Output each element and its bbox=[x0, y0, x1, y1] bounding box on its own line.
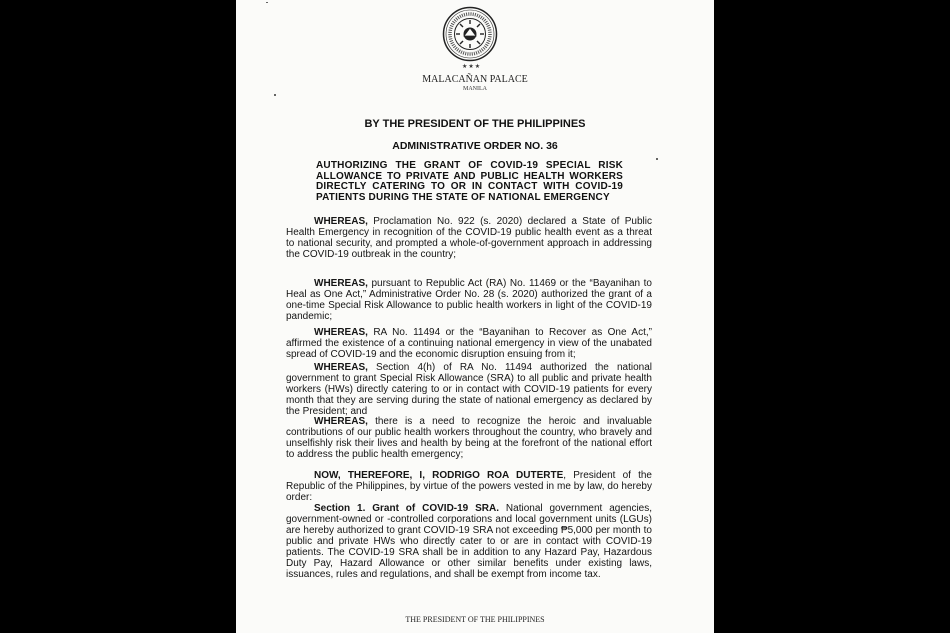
paragraph-text: Proclamation No. 922 (s. 2020) declared a State of Public Health Emergency in recognition of the COVID-19 public health event as a threat to national security, and prompted a whole-of-government approach in addressing the COVID-19 outbreak in the country; bbox=[286, 216, 652, 260]
paragraph-text: Section 4(h) of RA No. 11494 authorized the national government to grant Special Risk Allowance (SRA) to all public and private health workers (HWs) directly catering to or in contact with COVID-19 patients for every month that they are serving during the state of national emergency as declared by the President; and bbox=[286, 362, 652, 417]
paragraph-text: pursuant to Republic Act (RA) No. 11469 or the “Bayanihan to Heal as One Act,” Administrative Order No. 28 (s. 2020) authorized the grant of a one-time Special Risk Allowance to public health workers in light of the COVID-19 pandemic; bbox=[286, 278, 652, 322]
order-number bbox=[236, 140, 714, 152]
whereas-paragraph-5 bbox=[286, 416, 652, 460]
paragraph-lead: Section 1. Grant of COVID-19 SRA. bbox=[314, 503, 500, 514]
whereas-paragraph-1 bbox=[286, 216, 652, 260]
paragraph-lead: WHEREAS, bbox=[314, 216, 368, 227]
paragraph-lead: NOW, THEREFORE, I, RODRIGO ROA DUTERTE bbox=[314, 470, 564, 481]
order-label: ADMINISTRATIVE ORDER NO. bbox=[392, 140, 544, 152]
order-subject: AUTHORIZING THE GRANT OF COVID-19 SPECIAL RISK ALLOWANCE TO PRIVATE AND PUBLIC HEALTH WORKERS DIRECTLY CATERING TO OR IN CONTACT WITH COVID-19 PATIENTS DURING THE STATE OF NATIONAL EMERGENCY bbox=[316, 160, 623, 203]
seal-stars: ★★★ bbox=[462, 64, 482, 70]
order-number-value: 36 bbox=[546, 140, 558, 152]
whereas-paragraph-4 bbox=[286, 362, 652, 417]
paragraph-lead: WHEREAS, bbox=[314, 362, 368, 373]
by-president-line: BY THE PRESIDENT OF THE PHILIPPINES bbox=[364, 118, 586, 130]
paragraph-text: National government agencies, government-owned or -controlled corporations and local government units (LGUs) are hereby authorized to grant COVID-19 SRA not exceeding ₱5,000 per month to public and private HWs who directly cater to or are in contact with COVID-19 patients. The COVID-19 SRA shall be in addition to any Hazard Pay, Hazardous Duty Pay, Hazard Allowance or other similar benefits under existing laws, issuances, rules and regulations, and shall be exempt from income tax. bbox=[286, 503, 652, 580]
paragraph-text: , President of the Republic of the Philippines, by virtue of the powers vested in me by law, do hereby order: bbox=[286, 470, 652, 503]
whereas-paragraph-2 bbox=[286, 278, 652, 322]
paragraph-text: RA No. 11494 or the “Bayanihan to Recover as One Act,” affirmed the existence of a continuing national emergency in view of the unabated spread of COVID-19 and the economic disruption ensuing from it; bbox=[286, 327, 652, 360]
presidential-seal-icon bbox=[442, 6, 498, 62]
now-therefore-paragraph bbox=[286, 470, 652, 503]
paragraph-lead: WHEREAS, bbox=[314, 327, 368, 338]
scan-speck bbox=[656, 158, 658, 160]
paragraph-text: there is a need to recognize the heroic and invaluable contributions of our public health workers throughout the country, who bravely and unselfishly risk their lives and health by being at the forefront of the national effort to address the public health emergency; bbox=[286, 416, 652, 460]
whereas-paragraph-3 bbox=[286, 327, 652, 360]
document-page bbox=[236, 0, 714, 633]
paragraph-lead: WHEREAS, bbox=[314, 278, 368, 289]
scan-speck bbox=[266, 2, 268, 3]
page-footer: THE PRESIDENT OF THE PHILIPPINES bbox=[405, 615, 545, 624]
section-1-paragraph bbox=[286, 503, 652, 580]
city-name: MANILA bbox=[463, 86, 487, 92]
palace-name: MALACAÑAN PALACE bbox=[422, 74, 528, 85]
paragraph-lead: WHEREAS, bbox=[314, 416, 368, 427]
scan-speck bbox=[274, 94, 276, 96]
